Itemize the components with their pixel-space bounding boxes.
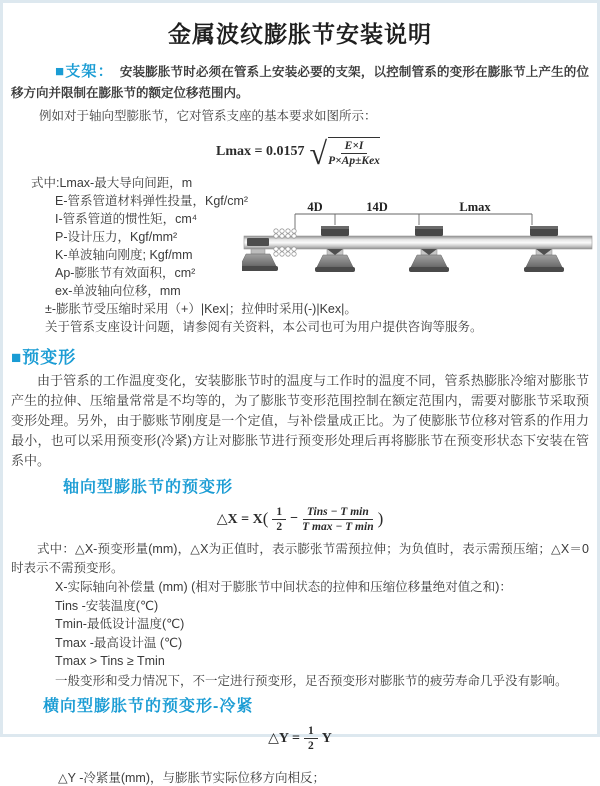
radical-sign: √ (309, 135, 328, 171)
axial-subheading: 轴向型膨胀节的预变形 (63, 479, 234, 496)
dim-label-lmax: Lmax (459, 200, 491, 214)
value-line: Tmax -最高设计温 (℃) (55, 635, 183, 650)
predeform-paragraph: 由于管系的工作温度变化，安装膨胀节时的温度与工作时的温度不同，管系热膨胀冷缩对膨胀节产生的拉伸、压缩量常常是不均等的，为了膨胀节变形范围控制在额定范围内，需要对膨胀节采取预变形处理。另外，由于膨账节刚度是一个定值，与补偿量成正比。为了使膨胀节位移对管系的作用力最小，也可以采用预变形(冷紧)方让对膨胀节进行预变形处理后再将膨胀节在预变形状态下安装在管系中。 (11, 373, 589, 468)
lateral-formula-rhs: Y (321, 730, 332, 746)
lmax-formula (3, 133, 597, 171)
half-denominator: 2 (276, 520, 283, 533)
page-title: 金属波纹膨胀节安装说明 (168, 21, 432, 47)
temperature-numerator: Tins − T min (303, 505, 373, 520)
axial-formula (3, 501, 597, 537)
half-denominator: 2 (307, 740, 314, 752)
minus-sign: − (290, 511, 299, 526)
definitions-and-diagram (3, 174, 597, 336)
half-numerator: 1 (272, 505, 286, 520)
lateral-subheading: 横向型膨胀节的预变形-冷紧 (43, 697, 254, 715)
support-paragraph (11, 61, 589, 104)
temperature-denominator: T max − T min (302, 520, 374, 533)
definition-line: Ap-膨胀节有效面积，cm² (55, 266, 196, 280)
radicand-numerator: E×I (341, 139, 368, 154)
lmax-formula-lhs: Lmax = 0.0157 (216, 144, 305, 159)
open-paren: ( (262, 509, 269, 528)
half-numerator: 1 (304, 724, 318, 739)
one-half-fraction (272, 505, 286, 534)
plus-minus-note: ±-膨胀节受压缩时采用（+）|Kex|；拉伸时采用(-)|Kex|。 (45, 302, 357, 316)
radicand-fraction (328, 137, 380, 168)
value-line: X-实际轴向补偿量 (mm) (相对于膨胀节中间状态的拉伸和压缩位移量绝对值之和)： (55, 580, 512, 594)
support-section-heading: ■支架： (55, 63, 114, 80)
definition-line: ex-单波轴向位移，mm (55, 284, 181, 298)
definition-line: K-单波轴向刚度; Kgf/mm (55, 248, 193, 262)
axial-note: 一般变形和受力情况下，不一定进行预变形，足否预变形对膨胀节的疲劳寿命几乎没有影响。 (55, 673, 568, 688)
lateral-note: △Y -冷紧量(mm)，与膨胀节实际位移方向相反； (58, 770, 326, 785)
dim-label-4d: 4D (307, 200, 323, 214)
axial-formula-lhs: △X = X (216, 511, 263, 527)
support-intro-text: 安装膨胀节时必须在管系上安装必要的支架，以控制管系的变形在膨胀节上产生的位移方向并限制在膨胀节的额定位移范围内。 (11, 65, 589, 100)
definition-line: I-管系管道的惯性矩，cm⁴ (55, 212, 198, 226)
definition-line: P-设计压力，Kgf/mm² (55, 230, 178, 244)
consult-note: 关于管系支座设计问题，请参阅有关资料，本公司也可为用户提供咨询等服务。 (45, 320, 483, 334)
temperature-fraction (302, 505, 374, 534)
one-half-fraction (304, 724, 318, 753)
predeform-section-heading: ■预变形 (11, 348, 77, 367)
value-line: Tmax > Tins ≥ Tmin (55, 654, 165, 668)
axial-explain: 式中：△X-预变形量(mm)，△X为正值时，表示膨张节需预拉伸；为负值时，表示需预压缩；△X＝0时表示不需预变形。 (11, 542, 589, 575)
dim-label-14d: 14D (366, 200, 388, 214)
value-line: Tmin-最低设计温度(℃) (55, 617, 185, 631)
support-example-line: 例如对于轴向型膨胀节，它对管系支座的基本要求如图所示： (39, 109, 377, 123)
radicand-denominator: P×Ap±Kex (328, 154, 380, 167)
definition-line: 式中:Lmax-最大导向间距，m (31, 176, 193, 190)
close-paren: ) (377, 509, 384, 528)
pipe (244, 236, 592, 249)
lateral-formula-lhs: △Y = (268, 731, 300, 746)
definition-line: E-管系管道材料弹性投量，Kgf/cm² (55, 194, 249, 208)
lateral-formula (3, 724, 597, 754)
pipe-support-diagram (242, 200, 594, 296)
value-line: Tins -安装温度(℃) (55, 598, 159, 613)
sqrt-expression (309, 135, 384, 171)
